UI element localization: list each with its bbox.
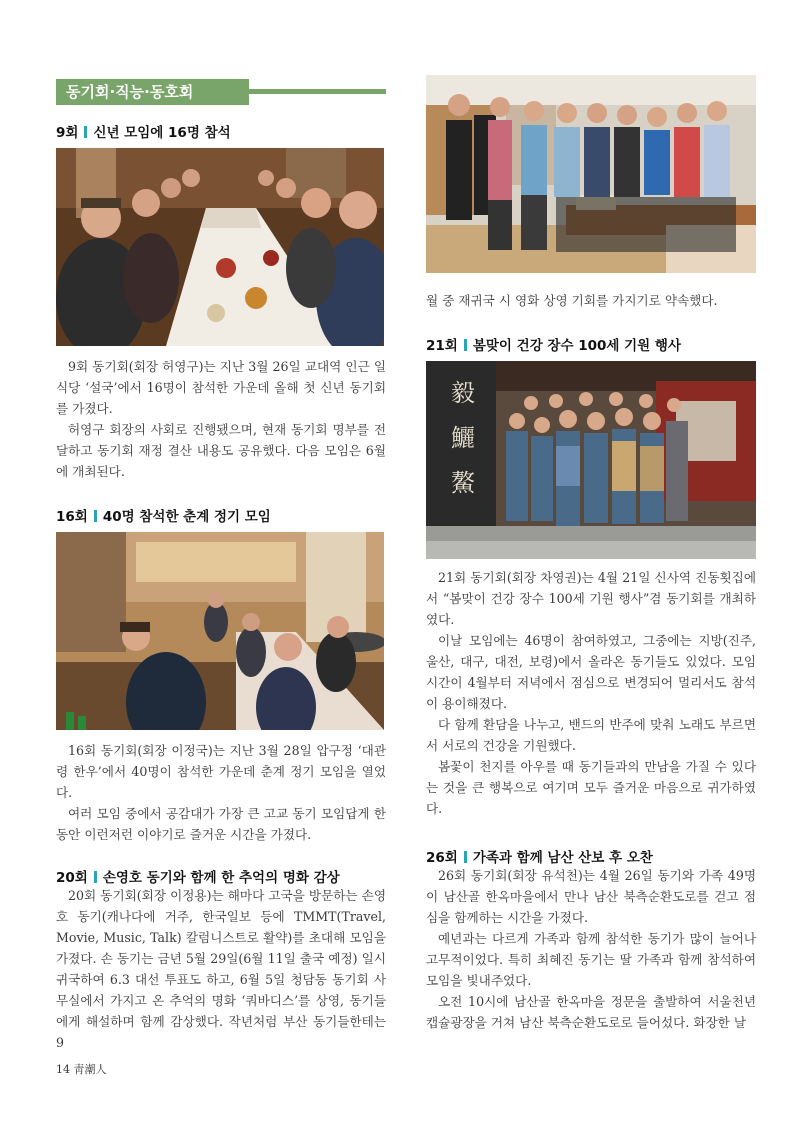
article-title: 가족과 함께 남산 산보 후 오찬 [472, 850, 653, 866]
heading-marker [464, 851, 467, 863]
article-26-heading [426, 846, 653, 866]
heading-marker [464, 339, 467, 351]
article-20-photo [426, 75, 756, 273]
article-26-paragraph-3: 오전 10시에 남산골 한옥마을 정문을 출발하여 서울천년 캡슐광장을 거쳐 남산 북측순환도로로 들어섰다. 화장한 날 [426, 994, 756, 1030]
article-21-paragraph-1: 21회 동기회(회장 차영권)는 4월 21일 신사역 진동횟집에서 “봄맞이 건강 장수 100세 기원 행사”겸 동기회를 개최하였다. [426, 570, 756, 627]
article-26-paragraph-2: 예년과는 다르게 가족과 함께 참석한 동기가 많이 늘어나 고무적이었다. 특히 최혜진 동기는 딸 가족과 함께 참석하여 모임을 빛내주었다. [426, 931, 756, 988]
article-16-paragraph-2: 여러 모임 중에서 공감대가 가장 큰 고교 동기 모임답게 한동안 이런저런 이야기로 즐거운 시간을 가졌다. [56, 806, 386, 842]
heading-marker [84, 126, 87, 138]
article-title: 40명 참석한 춘계 정기 모임 [102, 509, 271, 525]
article-16-photo [56, 532, 384, 730]
sign-char-2: 鱺 [451, 424, 475, 452]
article-20-paragraph-1: 20회 동기회(회장 이정용)는 해마다 고국을 방문하는 손영호 동기(캐나다에 거주, 한국일보 등에 TMMT(Travel, Movie, Music, Talk) 칼럼니스트로 활약)를 초대해 모임을 가졌다. 손 동기는 금년 5월 29일(6월 11일 출국 예정) 일시 귀국하여 6.3 대선 투표도 하고, 6월 5일 청담동 동기회 사무실에서 가지고 온 추억의 명화 ‘쿼바디스’를 상영, 동기들에게 해설하며 함께 감상했다. 작년처럼 부산 동기들한테는 9 [56, 888, 386, 1050]
article-number: 16회 [56, 509, 88, 525]
section-badge: 동기회·직능·동호회 [56, 79, 249, 105]
article-number: 26회 [426, 850, 458, 866]
article-title: 신년 모임에 16명 참석 [93, 125, 231, 141]
article-9-heading [56, 121, 231, 141]
article-26-paragraph-1: 26회 동기회(회장 유석천)는 4월 26일 동기와 가족 49명이 남산골 한옥마을에서 만나 남산 북측순환도로를 걷고 점심을 함께하는 시간을 가졌다. [426, 868, 756, 925]
article-title: 손영호 동기와 함께 한 추억의 명화 감상 [102, 870, 340, 886]
sign-char-3: 鰲 [451, 469, 475, 497]
article-16-paragraph-1: 16회 동기회(회장 이정국)는 지난 3월 28일 압구정 ‘대관령 한우’에서 40명이 참석한 가운데 춘계 정기 모임을 열었다. [56, 743, 386, 800]
article-9-paragraph-1: 9회 동기회(회장 허영구)는 지난 3월 26일 교대역 인근 일식당 ‘설국’에서 16명이 참석한 가운데 올해 첫 신년 동기회를 가졌다. [56, 359, 386, 416]
sign-char-1: 毅 [451, 379, 475, 407]
section-rule [249, 89, 386, 94]
article-9-photo [56, 148, 384, 346]
article-number: 21회 [426, 338, 458, 354]
heading-marker [94, 871, 97, 883]
article-20-continuation: 월 중 재귀국 시 영화 상영 기회를 가지기로 약속했다. [426, 293, 718, 308]
article-21-paragraph-3: 다 함께 환담을 나누고, 밴드의 반주에 맞춰 노래도 부르면서 서로의 건강을 기원했다. [426, 717, 756, 753]
article-title: 봄맞이 건강 장수 100세 기원 행사 [472, 338, 681, 354]
page-footer: 14 靑潮人 [56, 1063, 107, 1076]
article-number: 9회 [56, 125, 79, 141]
article-21-paragraph-4: 봄꽃이 천지를 아우를 때 동기들과의 만남을 가질 수 있다는 것을 큰 행복으로 여기며 모두 즐거운 마음으로 귀가하였다. [426, 759, 756, 816]
article-21-heading [426, 334, 681, 354]
article-20-heading [56, 866, 340, 886]
article-9-paragraph-2: 허영구 회장의 사회로 진행됐으며, 현재 동기회 명부를 전달하고 동기회 재정 결산 내용도 공유했다. 다음 모임은 6월에 개최된다. [56, 422, 386, 479]
heading-marker [94, 510, 97, 522]
article-21-paragraph-2: 이날 모임에는 46명이 참여하였고, 그중에는 지방(진주, 울산, 대구, 대전, 보령)에서 올라온 동기들도 있었다. 모임 시간이 4월부터 저녁에서 점심으로 변경되어 멀리서도 참석이 용이해졌다. [426, 633, 756, 711]
article-21-photo [426, 361, 756, 559]
article-number: 20회 [56, 870, 88, 886]
article-16-heading [56, 505, 271, 525]
